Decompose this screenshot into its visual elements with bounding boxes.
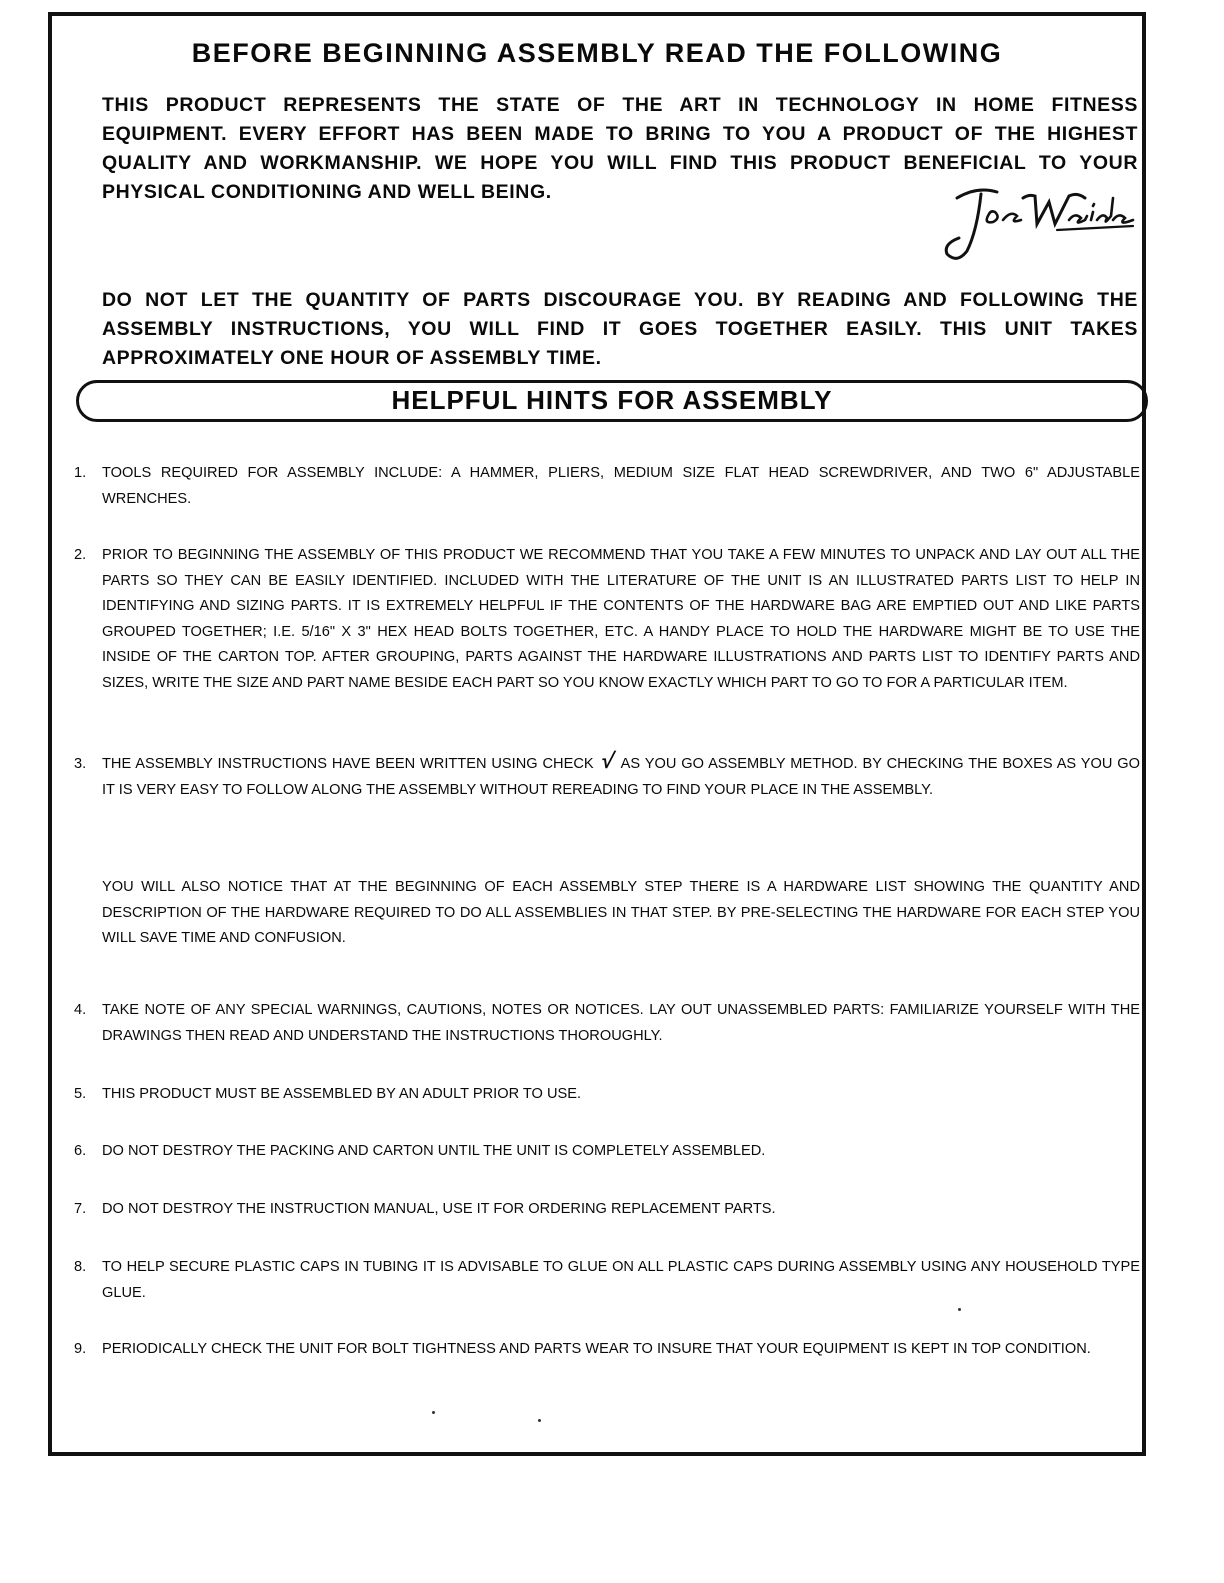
- hint-item: 4. TAKE NOTE OF ANY SPECIAL WARNINGS, CAUTIONS, NOTES OR NOTICES. LAY OUT UNASSEMBLED PARTS: FAMILIARIZE YOURSELF WITH THE DRAWINGS THEN READ AND UNDERSTAND THE INSTRUCTIONS THOROUGHLY.: [74, 1002, 1140, 1044]
- intro-paragraph: DO NOT LET THE QUANTITY OF PARTS DISCOURAGE YOU. BY READING AND FOLLOWING THE ASSEMBLY INSTRUCTIONS, YOU WILL FIND IT GOES TOGETHER EASILY. THIS UNIT TAKES APPROXIMATELY ONE HOUR OF ASSEMBLY TIME.: [102, 289, 1138, 369]
- scan-speck: [432, 1411, 435, 1414]
- hint-item: 7. DO NOT DESTROY THE INSTRUCTION MANUAL, USE IT FOR ORDERING REPLACEMENT PARTS.: [74, 1201, 776, 1217]
- check-mark-icon: √: [598, 748, 617, 773]
- hint-item: 1. TOOLS REQUIRED FOR ASSEMBLY INCLUDE: A HAMMER, PLIERS, MEDIUM SIZE FLAT HEAD SCREWDRIVER, AND TWO 6" ADJUSTABLE WRENCHES.: [74, 465, 1140, 507]
- hint-item: 5. THIS PRODUCT MUST BE ASSEMBLED BY AN ADULT PRIOR TO USE.: [74, 1086, 582, 1102]
- hint-item: 9. PERIODICALLY CHECK THE UNIT FOR BOLT TIGHTNESS AND PARTS WEAR TO INSURE THAT YOUR EQUIPMENT IS KEPT IN TOP CONDITION.: [74, 1341, 1091, 1357]
- hints-banner: [76, 380, 1148, 422]
- scan-speck: [538, 1419, 541, 1422]
- joe-weider-signature: [937, 176, 1137, 266]
- hints-heading: HELPFUL HINTS FOR ASSEMBLY: [391, 385, 833, 415]
- hint-item: YOU WILL ALSO NOTICE THAT AT THE BEGINNING OF EACH ASSEMBLY STEP THERE IS A HARDWARE LIST SHOWING THE QUANTITY AND DESCRIPTION OF THE HARDWARE REQUIRED TO DO ALL ASSEMBLIES IN THAT STEP. BY PRE-SELECTING THE HARDWARE FOR EACH STEP YOU WILL SAVE TIME AND CONFUSION.: [102, 879, 1140, 946]
- intro-paragraph: THIS PRODUCT REPRESENTS THE STATE OF THE ART IN TECHNOLOGY IN HOME FITNESS EQUIPMENT. EVERY EFFORT HAS BEEN MADE TO BRING TO YOU A PRODUCT OF THE HIGHEST QUALITY AND WORKMANSHIP. WE HOPE YOU WILL FIND THIS PRODUCT BENEFICIAL TO YOUR PHYSICAL CONDITIONING AND WELL BEING.: [102, 94, 1138, 203]
- scan-speck: [958, 1308, 961, 1311]
- page-border: [48, 12, 1146, 1456]
- hint-item: 3. THE ASSEMBLY INSTRUCTIONS HAVE BEEN WRITTEN USING CHECK √ AS YOU GO ASSEMBLY METHOD. BY CHECKING THE BOXES AS YOU GO IT IS VERY EASY TO FOLLOW ALONG THE ASSEMBLY WITHOUT REREADING TO FIND YOUR PLACE IN THE ASSEMBLY.: [74, 748, 1141, 798]
- page-title: BEFORE BEGINNING ASSEMBLY READ THE FOLLOWING: [191, 38, 1003, 68]
- hint-item: 2. PRIOR TO BEGINNING THE ASSEMBLY OF THIS PRODUCT WE RECOMMEND THAT YOU TAKE A FEW MINUTES TO UNPACK AND LAY OUT ALL THE PARTS SO THEY CAN BE EASILY IDENTIFIED. INCLUDED WITH THE LITERATURE OF THE UNIT IS AN ILLUSTRATED PARTS LIST TO HELP IN IDENTIFYING AND SIZING PARTS. IT IS EXTREMELY HELPFUL IF THE CONTENTS OF THE HARDWARE BAG ARE EMPTIED OUT AND LIKE PARTS GROUPED TOGETHER; I.E. 5/16" X 3" HEX HEAD BOLTS TOGETHER, ETC. A HANDY PLACE TO HOLD THE HARDWARE MIGHT BE TO USE THE INSIDE OF THE CARTON TOP. AFTER GROUPING, PARTS AGAINST THE HARDWARE ILLUSTRATIONS AND PARTS LIST TO IDENTIFY PARTS AND SIZES, WRITE THE SIZE AND PART NAME BESIDE EACH PART SO YOU KNOW EXACTLY WHICH PART TO GO TO FOR A PARTICULAR ITEM.: [74, 547, 1140, 691]
- hint-item: 6. DO NOT DESTROY THE PACKING AND CARTON UNTIL THE UNIT IS COMPLETELY ASSEMBLED.: [74, 1143, 766, 1159]
- hint-item: 8. TO HELP SECURE PLASTIC CAPS IN TUBING IT IS ADVISABLE TO GLUE ON ALL PLASTIC CAPS DURING ASSEMBLY USING ANY HOUSEHOLD TYPE GLUE.: [74, 1259, 1140, 1301]
